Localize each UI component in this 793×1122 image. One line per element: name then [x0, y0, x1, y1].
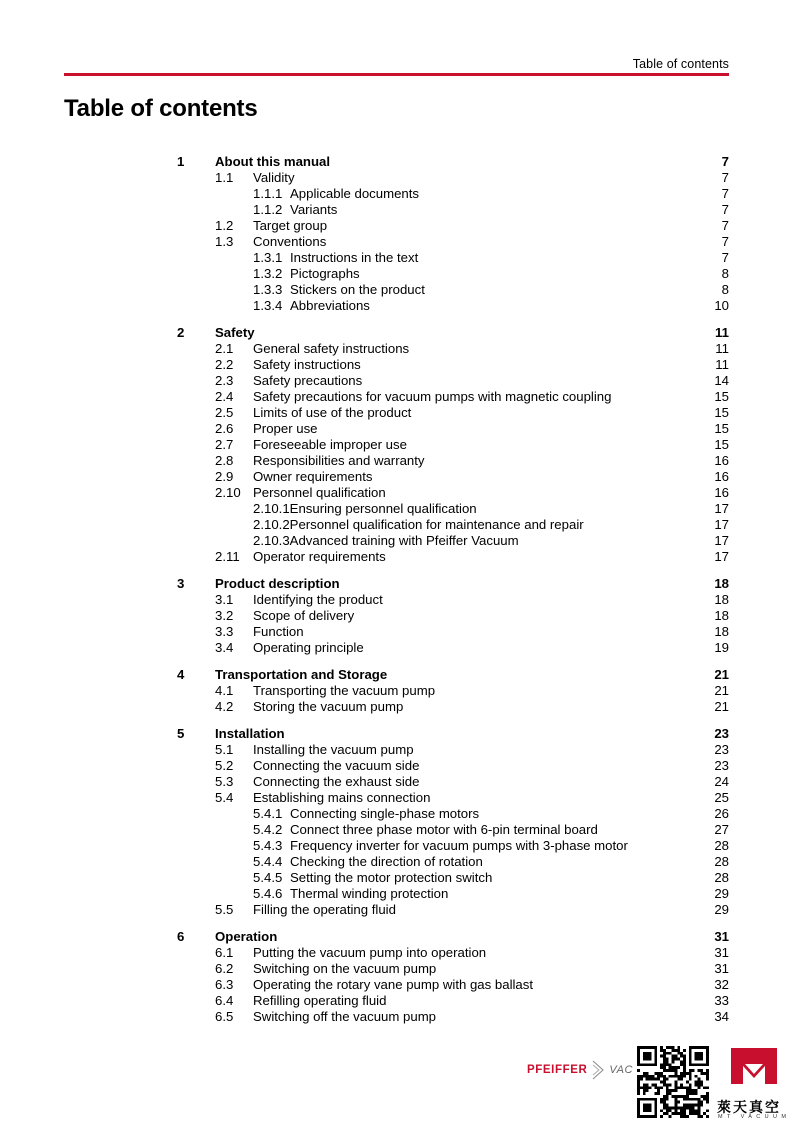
toc-entry-title: Installing the vacuum pump — [253, 742, 414, 757]
toc-entry-page: 31 — [714, 945, 729, 960]
toc-chapter-entry[interactable] — [177, 667, 729, 683]
toc-entry[interactable] — [177, 870, 729, 886]
toc-entry-page: 15 — [714, 405, 729, 420]
toc-entry-page: 23 — [714, 726, 729, 741]
toc-entry[interactable] — [177, 501, 729, 517]
toc-entry[interactable] — [177, 961, 729, 977]
toc-entry-page: 34 — [714, 1009, 729, 1024]
brand-arrow-icon — [592, 1060, 604, 1080]
toc-entry-page: 15 — [714, 421, 729, 436]
toc-entry-title: Thermal winding protection — [290, 886, 449, 901]
toc-entry[interactable] — [177, 389, 729, 405]
toc-entry-page: 7 — [721, 154, 729, 169]
toc-entry-page: 28 — [714, 870, 729, 885]
toc-entry[interactable] — [177, 822, 729, 838]
header-rule — [64, 73, 729, 76]
toc-entry[interactable] — [177, 186, 729, 202]
toc-entry-number: 2 — [177, 325, 185, 340]
toc-entry-number: 5.3 — [215, 774, 234, 789]
toc-entry[interactable] — [177, 774, 729, 790]
toc-entry[interactable] — [177, 549, 729, 565]
toc-entry-number: 5.4.1 — [253, 806, 283, 821]
toc-entry-title: Installation — [215, 726, 285, 741]
toc-entry-title: Connect three phase motor with 6-pin terminal board — [290, 822, 598, 837]
toc-entry-number: 5.5 — [215, 902, 234, 917]
toc-entry-number: 6.5 — [215, 1009, 234, 1024]
toc-entry-page: 25 — [714, 790, 729, 805]
toc-entry-page: 8 — [721, 282, 729, 297]
toc-entry-number: 6 — [177, 929, 185, 944]
toc-entry-number: 1.3.4 — [253, 298, 283, 313]
toc-entry[interactable] — [177, 250, 729, 266]
toc-entry[interactable] — [177, 202, 729, 218]
toc-section — [177, 576, 729, 656]
toc-entry-title: Switching on the vacuum pump — [253, 961, 437, 976]
toc-entry[interactable] — [177, 341, 729, 357]
toc-entry-number: 2.1 — [215, 341, 234, 356]
toc-entry-page: 7 — [721, 234, 729, 249]
running-header: Table of contents — [632, 57, 729, 71]
toc-entry-number: 2.5 — [215, 405, 234, 420]
toc-entry-page: 23 — [714, 758, 729, 773]
toc-chapter-entry[interactable] — [177, 325, 729, 341]
toc-entry-number: 2.11 — [215, 549, 240, 564]
toc-entry-title: Operating the rotary vane pump with gas ballast — [253, 977, 534, 992]
toc-entry[interactable] — [177, 485, 729, 501]
toc-entry-page: 28 — [714, 838, 729, 853]
toc-entry-number: 1.3.2 — [253, 266, 283, 281]
toc-entry-number: 2.8 — [215, 453, 234, 468]
toc-entry[interactable] — [177, 742, 729, 758]
toc-entry-page: 18 — [714, 576, 729, 591]
toc-entry-title: Refilling operating fluid — [253, 993, 387, 1008]
toc-entry-title: Identifying the product — [253, 592, 383, 607]
toc-entry-number: 3.1 — [215, 592, 234, 607]
mt-latin-name: MT VACUUM — [718, 1114, 791, 1120]
toc-entry-page: 18 — [714, 624, 729, 639]
toc-entry-number: 5 — [177, 726, 185, 741]
toc-entry-page: 16 — [714, 485, 729, 500]
toc-entry-page: 16 — [714, 469, 729, 484]
toc-entry[interactable] — [177, 592, 729, 608]
toc-entry-number: 4.1 — [215, 683, 234, 698]
toc-entry-page: 21 — [714, 699, 729, 714]
toc-entry-page: 11 — [715, 341, 729, 356]
toc-entry-title: Applicable documents — [290, 186, 420, 201]
toc-entry-number: 3.4 — [215, 640, 234, 655]
toc-entry[interactable] — [177, 218, 729, 234]
toc-entry-page: 33 — [714, 993, 729, 1008]
toc-entry-number: 3.2 — [215, 608, 234, 623]
toc-entry-number: 6.3 — [215, 977, 234, 992]
toc-entry-title: Transportation and Storage — [215, 667, 388, 682]
toc-entry[interactable] — [177, 533, 729, 549]
toc-entry-number: 5.2 — [215, 758, 234, 773]
toc-entry[interactable] — [177, 421, 729, 437]
toc-entry-page: 23 — [714, 742, 729, 757]
toc-entry-title: 2.10.2Personnel qualification for maintenance and repair — [253, 517, 584, 532]
toc-chapter-entry[interactable] — [177, 154, 729, 170]
toc-entry-page: 7 — [721, 186, 729, 201]
toc-entry[interactable] — [177, 683, 729, 699]
toc-entry[interactable] — [177, 806, 729, 822]
toc-entry-title: Safety precautions — [253, 373, 363, 388]
pfeiffer-logo — [527, 1058, 633, 1082]
toc-entry-title: Personnel qualification — [253, 485, 386, 500]
toc-entry[interactable] — [177, 405, 729, 421]
brand-sub: VAC — [609, 1064, 633, 1076]
toc-entry-title: Connecting the exhaust side — [253, 774, 420, 789]
toc-entry-page: 10 — [714, 298, 729, 313]
toc-entry-title: Variants — [290, 202, 338, 217]
toc-entry-number: 1.2 — [215, 218, 234, 233]
toc-entry-number: 1.3.1 — [253, 250, 283, 265]
toc-entry-title: Stickers on the product — [290, 282, 425, 297]
toc-entry-page: 17 — [714, 501, 729, 516]
toc-entry-title: Instructions in the text — [290, 250, 419, 265]
toc-entry-title: Safety instructions — [253, 357, 361, 372]
table-of-contents — [177, 154, 729, 1036]
toc-entry-title: Transporting the vacuum pump — [253, 683, 436, 698]
page-title: Table of contents — [64, 95, 258, 122]
toc-entry-title: Storing the vacuum pump — [253, 699, 404, 714]
toc-entry-number: 2.7 — [215, 437, 234, 452]
toc-entry-number: 1.3 — [215, 234, 234, 249]
toc-entry-title: Filling the operating fluid — [253, 902, 396, 917]
toc-entry-page: 17 — [714, 549, 729, 564]
brand-name: PFEIFFER — [527, 1064, 588, 1076]
toc-entry-page: 8 — [721, 266, 729, 281]
toc-entry-page: 29 — [714, 902, 729, 917]
toc-entry-page: 21 — [714, 667, 729, 682]
toc-entry-page: 31 — [714, 961, 729, 976]
toc-entry-number: 5.4.4 — [253, 854, 283, 869]
toc-entry-page: 18 — [714, 608, 729, 623]
toc-entry-title: Connecting the vacuum side — [253, 758, 420, 773]
toc-entry-title: General safety instructions — [253, 341, 410, 356]
toc-entry-page: 15 — [714, 389, 729, 404]
toc-entry-number: 2.6 — [215, 421, 234, 436]
toc-entry-number: 3 — [177, 576, 185, 591]
toc-entry-number: 5.4.3 — [253, 838, 283, 853]
toc-entry-title: Function — [253, 624, 304, 639]
toc-entry-title: Checking the direction of rotation — [290, 854, 483, 869]
toc-entry[interactable] — [177, 854, 729, 870]
toc-entry-page: 7 — [721, 202, 729, 217]
toc-entry[interactable] — [177, 1009, 729, 1025]
toc-entry-title: About this manual — [215, 154, 331, 169]
toc-entry[interactable] — [177, 282, 729, 298]
toc-entry[interactable] — [177, 170, 729, 186]
toc-entry-title: Safety precautions for vacuum pumps with magnetic coupling — [253, 389, 612, 404]
toc-entry-title: Operation — [215, 929, 278, 944]
toc-entry[interactable] — [177, 517, 729, 533]
toc-entry-number: 1.1.2 — [253, 202, 283, 217]
toc-entry-title: Responsibilities and warranty — [253, 453, 425, 468]
toc-entry-title: Abbreviations — [290, 298, 370, 313]
toc-entry-page: 11 — [715, 325, 729, 340]
toc-entry-number: 6.4 — [215, 993, 234, 1008]
toc-entry[interactable] — [177, 886, 729, 902]
toc-section — [177, 726, 729, 918]
toc-entry-title: Conventions — [253, 234, 327, 249]
toc-entry-page: 17 — [714, 533, 729, 548]
toc-section — [177, 667, 729, 715]
toc-entry[interactable] — [177, 838, 729, 854]
toc-entry-page: 28 — [714, 854, 729, 869]
toc-entry[interactable] — [177, 758, 729, 774]
toc-entry-page: 17 — [714, 517, 729, 532]
toc-entry-number: 4.2 — [215, 699, 234, 714]
toc-entry-number: 1.1 — [215, 170, 234, 185]
toc-entry-page: 7 — [721, 218, 729, 233]
toc-entry-title: Setting the motor protection switch — [290, 870, 493, 885]
toc-entry-title: Frequency inverter for vacuum pumps with 3-phase motor — [290, 838, 628, 853]
toc-entry-title: Pictographs — [290, 266, 360, 281]
toc-entry-page: 26 — [714, 806, 729, 821]
toc-entry-page: 32 — [714, 977, 729, 992]
toc-entry-page: 15 — [714, 437, 729, 452]
toc-entry-title: Operator requirements — [253, 549, 386, 564]
toc-entry[interactable] — [177, 373, 729, 389]
toc-entry-title: Owner requirements — [253, 469, 373, 484]
toc-entry-number: 5.4 — [215, 790, 234, 805]
toc-entry[interactable] — [177, 790, 729, 806]
toc-entry-page: 27 — [714, 822, 729, 837]
toc-entry-title: Limits of use of the product — [253, 405, 412, 420]
toc-entry-number: 1.1.1 — [253, 186, 283, 201]
toc-entry-number: 2.2 — [215, 357, 234, 372]
toc-chapter-entry[interactable] — [177, 576, 729, 592]
toc-entry-number: 2.3 — [215, 373, 234, 388]
toc-entry-page: 31 — [714, 929, 729, 944]
toc-entry-page: 18 — [714, 592, 729, 607]
toc-entry[interactable] — [177, 266, 729, 282]
toc-entry-title: Validity — [253, 170, 295, 185]
toc-entry-title: Scope of delivery — [253, 608, 355, 623]
toc-section — [177, 154, 729, 314]
toc-entry-title: Proper use — [253, 421, 318, 436]
toc-entry[interactable] — [177, 640, 729, 656]
toc-section — [177, 929, 729, 1025]
toc-entry-page: 16 — [714, 453, 729, 468]
toc-entry-title: Operating principle — [253, 640, 364, 655]
toc-entry-title: Switching off the vacuum pump — [253, 1009, 437, 1024]
toc-entry[interactable] — [177, 902, 729, 918]
toc-entry-number: 1.3.3 — [253, 282, 283, 297]
toc-entry-title: Putting the vacuum pump into operation — [253, 945, 487, 960]
qr-code-icon — [637, 1046, 709, 1118]
toc-entry-page: 14 — [714, 373, 729, 388]
toc-entry-title: Connecting single-phase motors — [290, 806, 480, 821]
toc-entry[interactable] — [177, 977, 729, 993]
toc-entry-title: Foreseeable improper use — [253, 437, 407, 452]
toc-entry-page: 11 — [715, 357, 729, 372]
toc-section — [177, 325, 729, 565]
toc-entry[interactable] — [177, 453, 729, 469]
toc-entry[interactable] — [177, 298, 729, 314]
toc-entry-number: 3.3 — [215, 624, 234, 639]
toc-entry[interactable] — [177, 945, 729, 961]
toc-entry-title: 2.10.1Ensuring personnel qualification — [253, 501, 477, 516]
toc-entry-number: 1 — [177, 154, 185, 169]
toc-entry-page: 7 — [721, 250, 729, 265]
toc-chapter-entry[interactable] — [177, 726, 729, 742]
toc-entry-number: 6.2 — [215, 961, 234, 976]
toc-entry-page: 19 — [714, 640, 729, 655]
toc-entry-page: 21 — [714, 683, 729, 698]
toc-entry-page: 29 — [714, 886, 729, 901]
toc-entry-title: Product description — [215, 576, 340, 591]
toc-entry-title: Target group — [253, 218, 328, 233]
toc-entry[interactable] — [177, 624, 729, 640]
toc-entry-title: 2.10.3Advanced training with Pfeiffer Vacuum — [253, 533, 519, 548]
toc-entry[interactable] — [177, 234, 729, 250]
toc-entry-page: 7 — [721, 170, 729, 185]
toc-entry[interactable] — [177, 469, 729, 485]
toc-entry-number: 2.9 — [215, 469, 234, 484]
toc-entry-number: 5.4.2 — [253, 822, 283, 837]
toc-entry-number: 4 — [177, 667, 185, 682]
toc-entry-title: Establishing mains connection — [253, 790, 431, 805]
toc-entry-page: 24 — [714, 774, 729, 789]
toc-entry-number: 5.1 — [215, 742, 234, 757]
toc-entry-number: 5.4.6 — [253, 886, 283, 901]
toc-entry-number: 2.4 — [215, 389, 234, 404]
toc-entry-number: 2.10 — [215, 485, 241, 500]
toc-entry[interactable] — [177, 699, 729, 715]
toc-entry[interactable] — [177, 437, 729, 453]
mt-chinese-name: 萊天真空 — [717, 1099, 781, 1115]
toc-entry-number: 6.1 — [215, 945, 234, 960]
toc-chapter-entry[interactable] — [177, 929, 729, 945]
toc-entry[interactable] — [177, 357, 729, 373]
toc-entry-title: Safety — [215, 325, 255, 340]
toc-entry[interactable] — [177, 993, 729, 1009]
toc-entry-number: 5.4.5 — [253, 870, 283, 885]
toc-entry[interactable] — [177, 608, 729, 624]
